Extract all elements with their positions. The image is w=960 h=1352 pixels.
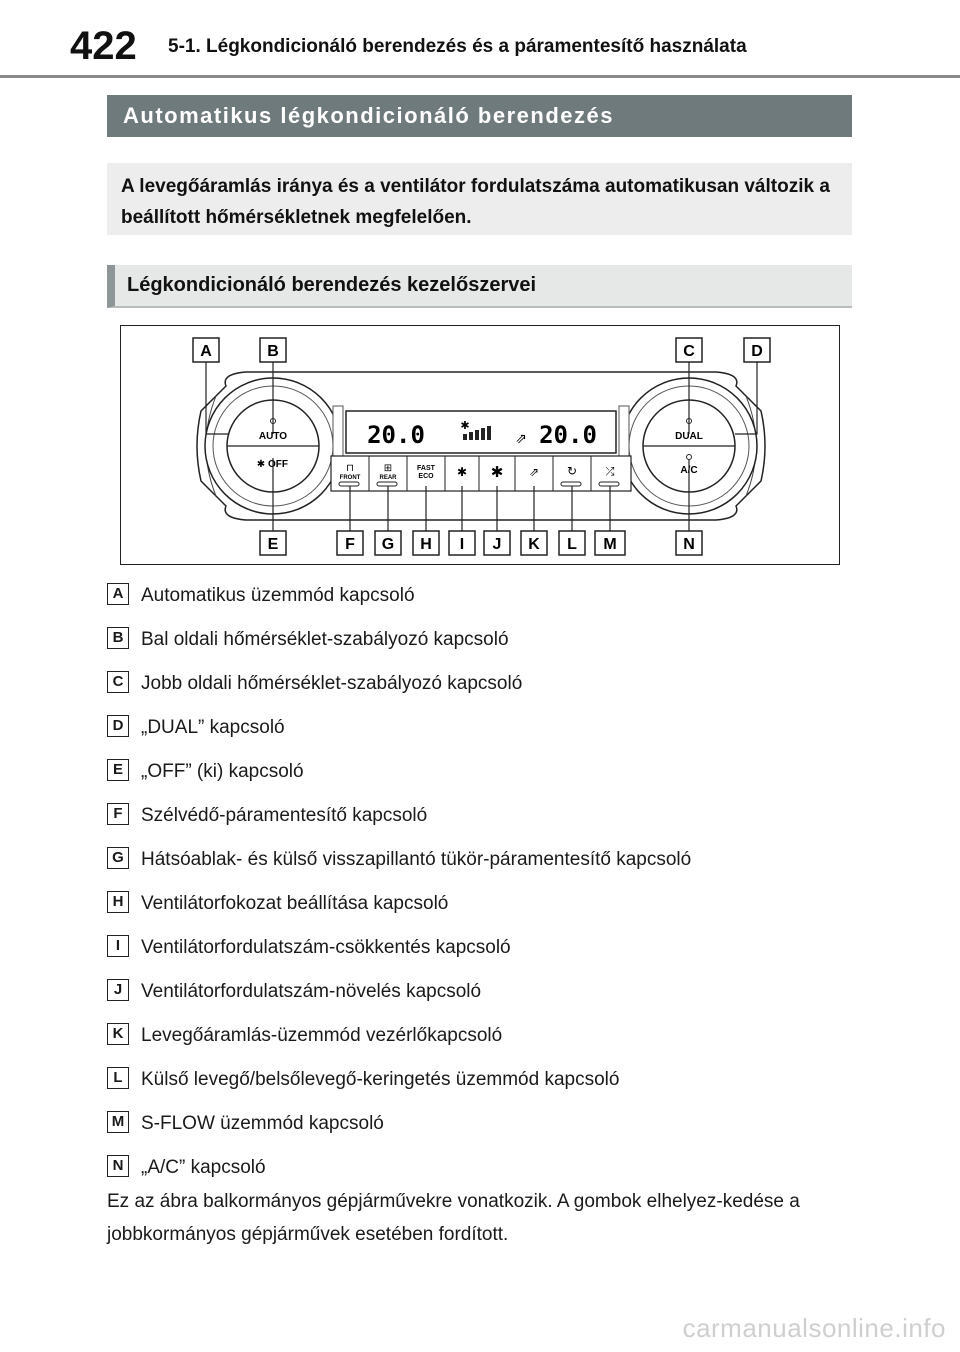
control-panel-illustration <box>121 326 841 566</box>
fan-increase-icon: ✱ <box>490 463 504 481</box>
display-fan-icon: ✱ <box>460 419 470 432</box>
rear-button-label: REAR <box>379 475 397 481</box>
legend-text: Ventilátorfordulatszám-csökkentés kapcsoló <box>141 937 511 958</box>
callout-n: N <box>683 536 695 553</box>
button-row <box>331 456 631 491</box>
legend-badge: G <box>107 847 129 869</box>
callout-a: A <box>200 343 212 360</box>
running-header: 5-1. Légkondicionáló berendezés és a páramentesítő használata <box>168 36 747 57</box>
callout-i: I <box>459 536 465 553</box>
legend-badge: L <box>107 1067 129 1089</box>
control-panel-diagram <box>120 325 840 565</box>
auto-button-label: AUTO <box>258 431 288 442</box>
callout-h: H <box>420 536 432 553</box>
callout-f: F <box>345 536 355 553</box>
airflow-mode-button-icon: ⇗ <box>528 465 540 479</box>
legend-text: S-FLOW üzemmód kapcsoló <box>141 1113 384 1134</box>
left-temperature-readout: 20.0 <box>367 421 425 449</box>
callout-c: C <box>683 343 695 360</box>
legend-badge: C <box>107 671 129 693</box>
callout-l: L <box>567 536 577 553</box>
off-button-label: OFF <box>268 459 288 470</box>
legend-badge: B <box>107 627 129 649</box>
watermark: carmanualsonline.info <box>682 1313 946 1343</box>
page-number: 422 <box>70 24 137 68</box>
airflow-mode-icon: ⇗ <box>515 431 527 447</box>
legend-text: Levegőáramlás-üzemmód vezérlőkapcsoló <box>141 1025 503 1046</box>
legend-text: Hátsóablak- és külső visszapillantó tükör-páramentesítő kapcsoló <box>141 849 692 870</box>
front-defrost-icon: ⊓ <box>346 463 354 474</box>
callout-m: M <box>603 536 617 553</box>
header-divider <box>0 75 960 78</box>
legend-badge: J <box>107 979 129 1001</box>
intro-text: A levegőáramlás iránya és a ventilátor fordulatszáma automatikusan változik a beállított hőmérsékletnek megfelelően. <box>107 163 852 235</box>
legend-text: Ventilátorfokozat beállítása kapcsoló <box>141 893 449 914</box>
legend-badge: H <box>107 891 129 913</box>
fan-decrease-icon: ✱ <box>456 465 468 479</box>
legend-text: Szélvédő-páramentesítő kapcsoló <box>141 805 428 826</box>
callout-d: D <box>751 343 763 360</box>
legend-text: Automatikus üzemmód kapcsoló <box>141 585 415 606</box>
right-temperature-readout: 20.0 <box>539 421 597 449</box>
legend-text: Bal oldali hőmérséklet-szabályozó kapcsoló <box>141 629 509 650</box>
legend-badge: I <box>107 935 129 957</box>
s-flow-icon: ⤮ <box>605 465 615 478</box>
subsection-title: Légkondicionáló berendezés kezelőszervei <box>107 265 852 308</box>
legend-text: Ventilátorfordulatszám-növelés kapcsoló <box>141 981 482 1002</box>
callout-j: J <box>492 536 502 553</box>
legend-text: „A/C” kapcsoló <box>141 1157 266 1178</box>
rear-defrost-icon: ⊞ <box>383 463 393 474</box>
legend-text: „OFF” (ki) kapcsoló <box>141 761 304 782</box>
callout-g: G <box>381 536 395 553</box>
legend-text: Jobb oldali hőmérséklet-szabályozó kapcsoló <box>141 673 523 694</box>
legend-badge: M <box>107 1111 129 1133</box>
legend-badge: D <box>107 715 129 737</box>
legend-badge: N <box>107 1155 129 1177</box>
callout-b: B <box>267 343 279 360</box>
dual-button-label: DUAL <box>675 431 703 442</box>
legend-badge: E <box>107 759 129 781</box>
recirculation-icon: ↻ <box>566 464 578 478</box>
fan-icon: ✱ <box>256 459 266 470</box>
legend-badge: F <box>107 803 129 825</box>
legend-badge: K <box>107 1023 129 1045</box>
eco-button-label: ECO <box>418 473 434 480</box>
footnote: Ez az ábra balkormányos gépjárművekre vonatkozik. A gombok elhelyez-kedése a jobbkormányos gépjárművek esetében fordított. <box>107 1191 800 1245</box>
legend-text: Külső levegő/belsőlevegő-keringetés üzemmód kapcsoló <box>141 1069 620 1090</box>
legend-badge: A <box>107 583 129 605</box>
callout-k: K <box>528 536 540 553</box>
section-title: Automatikus légkondicionáló berendezés <box>107 95 852 137</box>
legend-text: „DUAL” kapcsoló <box>141 717 285 738</box>
ac-button-label: A/C <box>680 465 698 476</box>
front-button-label: FRONT <box>339 475 361 481</box>
callout-e: E <box>267 536 279 553</box>
fast-button-label: FAST <box>417 465 435 472</box>
